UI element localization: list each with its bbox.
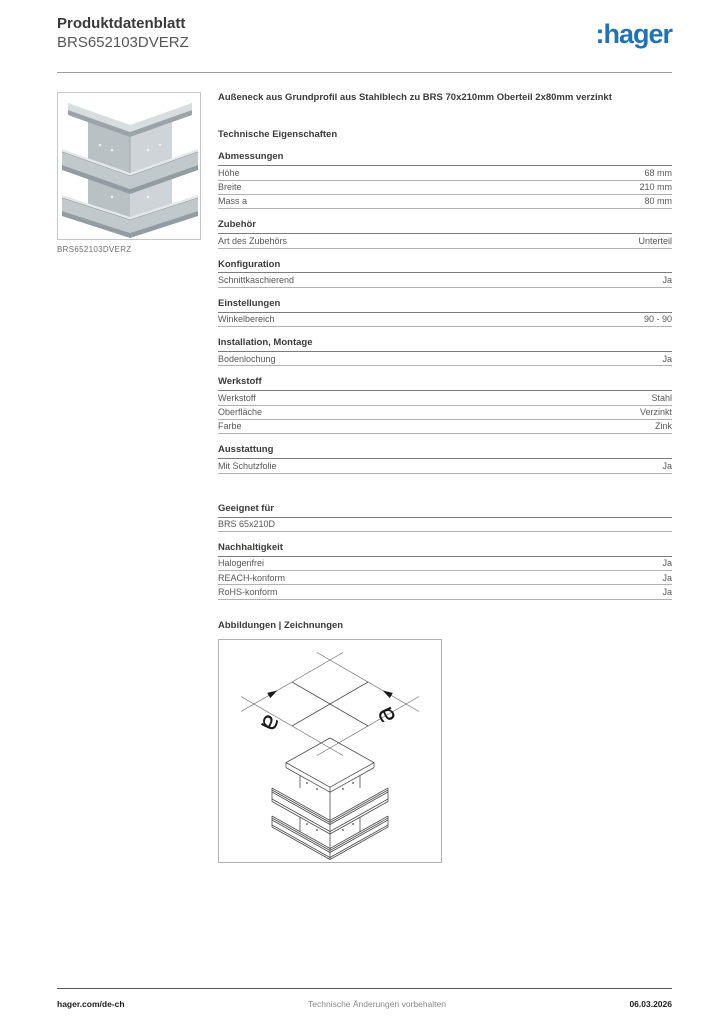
tech-row	[218, 313, 672, 327]
tech-row	[218, 557, 672, 571]
tech-row-value: Ja	[662, 274, 672, 285]
tech-row-label: Art des Zubehörs	[218, 235, 288, 246]
tech-row	[218, 571, 672, 585]
tech-group	[218, 152, 672, 209]
product-photo-column	[57, 92, 201, 254]
tech-group-title: Zubehör	[218, 220, 672, 234]
tech-group-title: Installation, Montage	[218, 338, 672, 352]
tech-row-value: Ja	[662, 460, 672, 471]
tech-row-value: 80 mm	[644, 196, 672, 207]
tech-row-label: Halogenfrei	[218, 558, 265, 569]
tech-group-title: Einstellungen	[218, 299, 672, 313]
technical-drawing	[218, 639, 442, 863]
dimension-label-a: a	[253, 709, 288, 737]
footer-date: 06.03.2026	[629, 999, 672, 1009]
tech-properties-groups	[218, 152, 672, 599]
tech-group-title: Ausstattung	[218, 445, 672, 459]
tech-row	[218, 352, 672, 366]
dimension-label-a: a	[368, 701, 403, 729]
tech-row-value: Ja	[662, 586, 672, 597]
tech-group	[218, 299, 672, 327]
tech-row-value: Zink	[654, 421, 672, 432]
product-description: Außeneck aus Grundprofil aus Stahlblech zu BRS 70x210mm Oberteil 2x80mm verzinkt	[218, 92, 612, 103]
tech-group-title: Konfiguration	[218, 260, 672, 274]
tech-row-value: Verzinkt	[639, 407, 672, 418]
tech-row-label: Schnittkaschierend	[218, 274, 295, 285]
tech-row	[218, 234, 672, 248]
product-reference: BRS652103DVERZ	[57, 34, 189, 52]
tech-row	[218, 459, 672, 473]
tech-group-title: Werkstoff	[218, 377, 672, 391]
tech-group	[218, 504, 672, 532]
tech-group	[218, 220, 672, 248]
tech-group	[218, 377, 672, 434]
tech-row-value: Ja	[662, 353, 672, 364]
tech-group	[218, 260, 672, 288]
product-photo-caption: BRS652103DVERZ	[57, 245, 132, 254]
tech-row-label: REACH-konform	[218, 572, 286, 583]
tech-row-label: Werkstoff	[218, 392, 256, 403]
page-title: Produktdatenblatt	[57, 15, 186, 32]
tech-row	[218, 420, 672, 434]
tech-row	[218, 391, 672, 405]
tech-row	[218, 181, 672, 195]
header-divider	[57, 72, 672, 73]
tech-row-value: 90 - 90	[643, 314, 672, 325]
tech-row-label: RoHS-konform	[218, 586, 278, 597]
tech-row	[218, 406, 672, 420]
tech-properties-title: Technische Eigenschaften	[218, 129, 338, 141]
tech-row-value: Ja	[662, 558, 672, 569]
hager-logo: :hager	[595, 19, 672, 49]
product-photo-image	[58, 93, 200, 239]
tech-row-value: Stahl	[651, 392, 672, 403]
tech-row-label: Farbe	[218, 421, 242, 432]
tech-row-value: 68 mm	[644, 167, 672, 178]
tech-group-title: Geeignet für	[218, 504, 672, 518]
tech-row-value: 210 mm	[639, 182, 672, 193]
tech-row-label: Winkelbereich	[218, 314, 275, 325]
tech-row-label: Breite	[218, 182, 242, 193]
tech-row	[218, 166, 672, 180]
page-footer	[57, 999, 672, 1009]
tech-row-label: BRS 65x210D	[218, 519, 276, 529]
tech-row-label: Bodenlochung	[218, 353, 276, 364]
tech-row-label: Oberfläche	[218, 407, 263, 418]
tech-group-title: Abmessungen	[218, 152, 672, 166]
tech-row	[218, 518, 672, 532]
tech-row-label: Mit Schutzfolie	[218, 460, 277, 471]
tech-group	[218, 338, 672, 366]
footer-website-link[interactable]: hager.com/de-ch	[57, 999, 125, 1009]
figures-title: Abbildungen | Zeichnungen	[218, 619, 344, 631]
tech-row	[218, 585, 672, 599]
tech-row	[218, 273, 672, 287]
tech-group	[218, 445, 672, 473]
tech-row-label: Mass a	[218, 196, 248, 207]
main-content	[218, 92, 672, 863]
tech-row	[218, 195, 672, 209]
product-photo	[57, 92, 201, 240]
tech-row-label: Höhe	[218, 167, 240, 178]
tech-group	[218, 543, 672, 600]
corner-drawing-image	[219, 640, 441, 862]
page-header	[57, 14, 672, 52]
tech-group-title: Nachhaltigkeit	[218, 543, 672, 557]
tech-row-value: Ja	[662, 572, 672, 583]
footer-divider	[57, 988, 672, 989]
title-block	[57, 14, 189, 52]
tech-row-value: Unterteil	[638, 235, 672, 246]
footer-notice: Technische Änderungen vorbehalten	[308, 999, 446, 1009]
